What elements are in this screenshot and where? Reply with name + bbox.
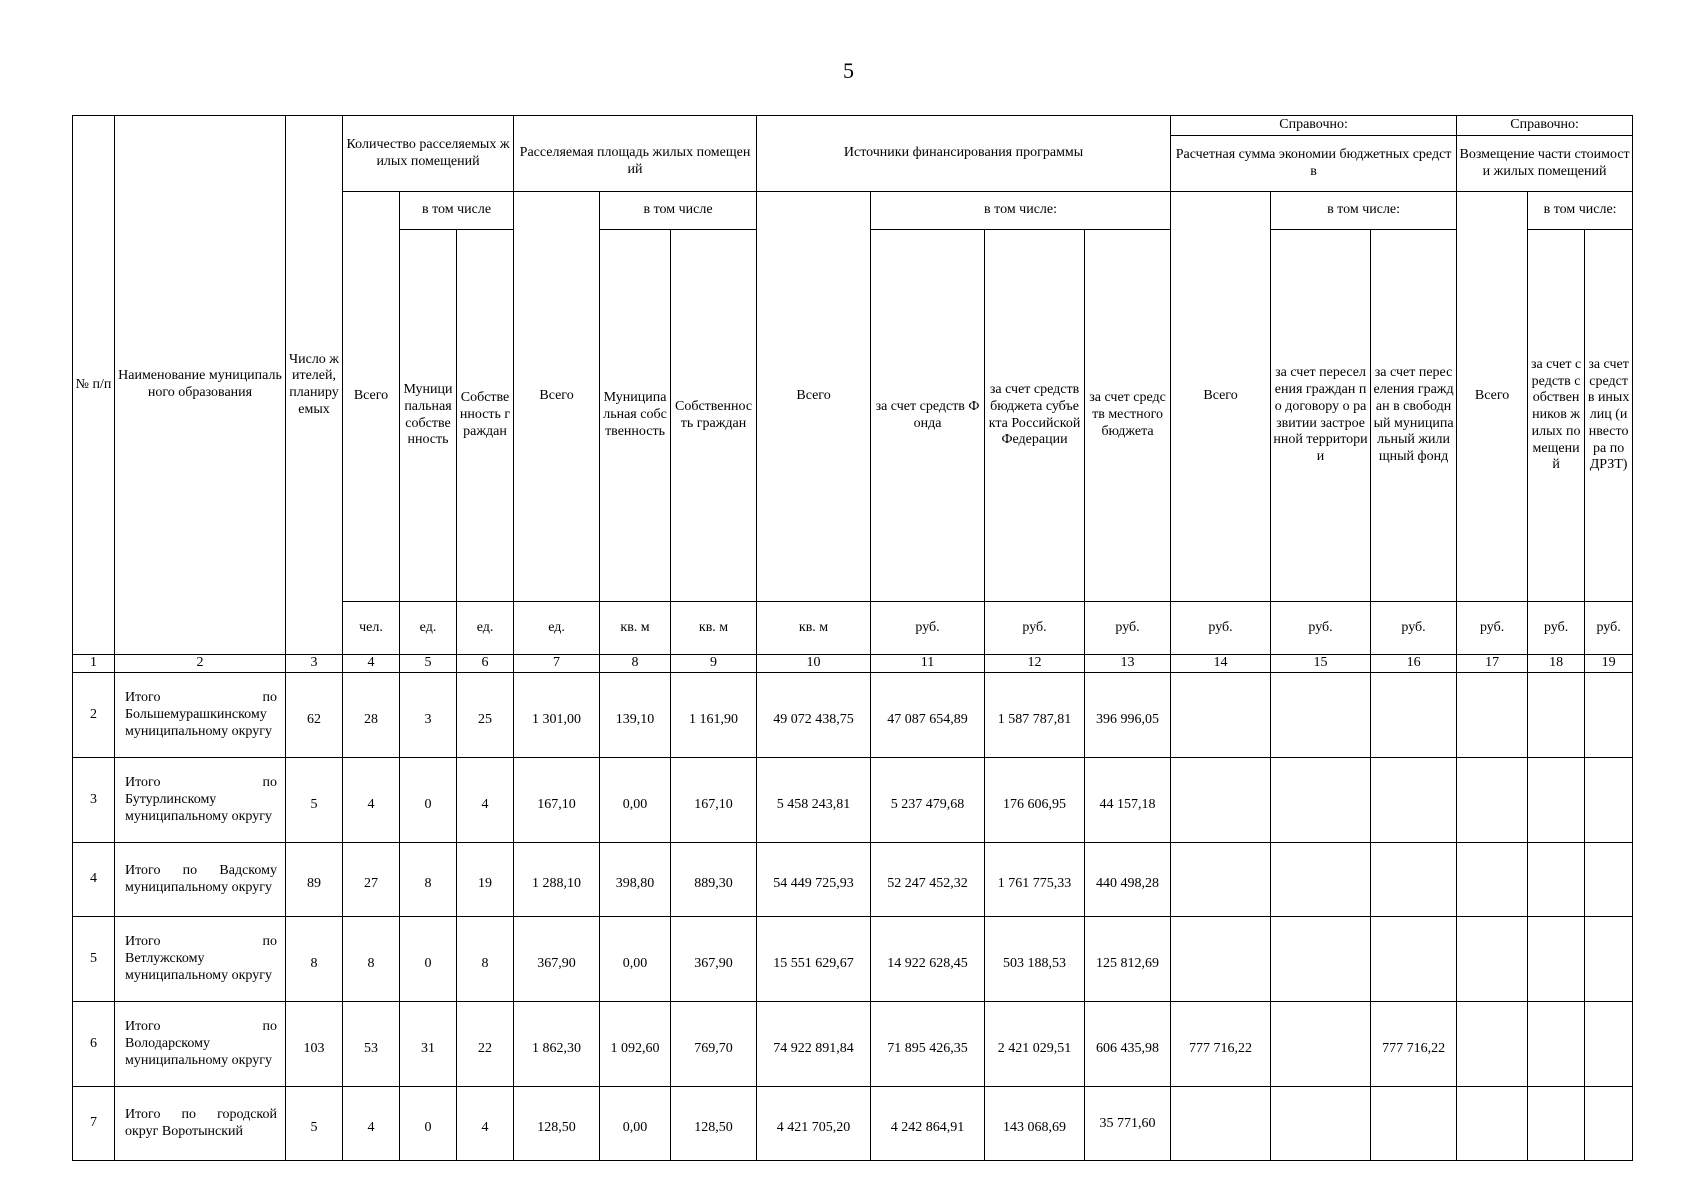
cell-comp-total xyxy=(1457,1002,1528,1087)
name-word: Итого xyxy=(125,689,161,705)
column-number-cell: 3 xyxy=(286,655,343,673)
cell-fin-subject: 503 188,53 xyxy=(985,917,1085,1002)
column-numbers-row xyxy=(73,655,1633,673)
cell-fin-local: 606 435,98 xyxy=(1085,1002,1171,1087)
unit-cell: руб. xyxy=(1171,602,1271,655)
cell-residents: 5 xyxy=(286,758,343,843)
municipality-name-line xyxy=(125,934,277,951)
cell-fin-total: 54 449 725,93 xyxy=(757,843,871,917)
unit-cell: руб. xyxy=(1371,602,1457,655)
cell-residents: 5 xyxy=(286,1087,343,1161)
cell-area-total: 1 301,00 xyxy=(514,673,600,758)
column-number-cell: 15 xyxy=(1271,655,1371,673)
cell-comp-owners xyxy=(1528,917,1585,1002)
header-area-group: Расселяемая площадь жилых помещений xyxy=(514,116,757,192)
cell-sav-total xyxy=(1171,917,1271,1002)
unit-cell: руб. xyxy=(1528,602,1585,655)
column-number-cell: 1 xyxy=(73,655,115,673)
header-sav-incl: в том числе: xyxy=(1271,192,1457,230)
column-number-cell: 18 xyxy=(1528,655,1585,673)
cell-sav-dev xyxy=(1271,758,1371,843)
cell-fin-subject: 2 421 029,51 xyxy=(985,1002,1085,1087)
cell-count-mun: 8 xyxy=(400,843,457,917)
cell-count-mun: 31 xyxy=(400,1002,457,1087)
cell-area-priv: 167,10 xyxy=(671,758,757,843)
municipality-name-line xyxy=(125,775,277,792)
cell-sav-dev xyxy=(1271,843,1371,917)
cell-fin-fund: 71 895 426,35 xyxy=(871,1002,985,1087)
header-count-incl: в том числе xyxy=(400,192,514,230)
cell-fin-fund: 14 922 628,45 xyxy=(871,917,985,1002)
cell-count-priv: 22 xyxy=(457,1002,514,1087)
cell-sav-free xyxy=(1371,1087,1457,1161)
header-sav-total: Всего xyxy=(1171,192,1271,602)
cell-fin-fund: 47 087 654,89 xyxy=(871,673,985,758)
cell-area-mun: 139,10 xyxy=(600,673,671,758)
cell-comp-investor xyxy=(1585,917,1633,1002)
unit-cell: руб. xyxy=(1271,602,1371,655)
cell-area-priv: 769,70 xyxy=(671,1002,757,1087)
cell-fin-fund: 4 242 864,91 xyxy=(871,1087,985,1161)
column-number-cell: 17 xyxy=(1457,655,1528,673)
column-number-cell: 8 xyxy=(600,655,671,673)
cell-residents: 103 xyxy=(286,1002,343,1087)
municipality-name xyxy=(115,1002,286,1087)
cell-comp-total xyxy=(1457,843,1528,917)
header-comp-owners: за счет средств собственников жилых помещений xyxy=(1528,230,1585,602)
cell-count-priv: 8 xyxy=(457,917,514,1002)
cell-count-priv: 19 xyxy=(457,843,514,917)
name-word: по xyxy=(262,689,277,705)
header-area-private: Собственность граждан xyxy=(671,230,757,602)
header-comp-investor: за счет средств иных лиц (инвестора по ДРЗТ) xyxy=(1585,230,1633,602)
unit-cell: руб. xyxy=(1585,602,1633,655)
municipality-name-line xyxy=(125,690,277,707)
resettlement-program-table xyxy=(72,115,1633,1161)
header-area-incl: в том числе xyxy=(600,192,757,230)
cell-fin-total: 5 458 243,81 xyxy=(757,758,871,843)
cell-sav-free xyxy=(1371,917,1457,1002)
cell-comp-investor xyxy=(1585,673,1633,758)
cell-sav-free: 777 716,22 xyxy=(1371,1002,1457,1087)
unit-cell: ед. xyxy=(400,602,457,655)
table-row xyxy=(73,758,1633,843)
cell-area-total: 167,10 xyxy=(514,758,600,843)
header-area-total: Всего xyxy=(514,192,600,602)
municipality-name xyxy=(115,673,286,758)
cell-comp-total xyxy=(1457,1087,1528,1161)
header-count-municipal: Муниципальная собственность xyxy=(400,230,457,602)
cell-comp-total xyxy=(1457,917,1528,1002)
cell-comp-investor xyxy=(1585,1087,1633,1161)
name-word: по xyxy=(262,774,277,790)
header-count-group: Количество расселяемых жилых помещений xyxy=(343,116,514,192)
header-ref-2: Справочно: xyxy=(1457,116,1633,136)
header-sav-development: за счет переселения граждан по договору о развитии застроенной территории xyxy=(1271,230,1371,602)
cell-count-mun: 3 xyxy=(400,673,457,758)
unit-cell: руб. xyxy=(1457,602,1528,655)
cell-fin-subject: 1 587 787,81 xyxy=(985,673,1085,758)
municipality-name-line: Ветлужскому муниципальному округу xyxy=(125,950,272,983)
column-number-cell: 11 xyxy=(871,655,985,673)
column-number-cell: 5 xyxy=(400,655,457,673)
unit-cell: руб. xyxy=(1085,602,1171,655)
cell-count-total: 53 xyxy=(343,1002,400,1087)
table-row xyxy=(73,917,1633,1002)
column-number-cell: 2 xyxy=(115,655,286,673)
cell-comp-investor xyxy=(1585,843,1633,917)
cell-area-priv: 1 161,90 xyxy=(671,673,757,758)
cell-area-priv: 367,90 xyxy=(671,917,757,1002)
municipality-name xyxy=(115,758,286,843)
cell-count-total: 4 xyxy=(343,758,400,843)
cell-area-mun: 1 092,60 xyxy=(600,1002,671,1087)
cell-comp-investor xyxy=(1585,758,1633,843)
header-num: № п/п xyxy=(73,116,115,655)
unit-cell: руб. xyxy=(985,602,1085,655)
cell-comp-owners xyxy=(1528,1087,1585,1161)
page-number: 5 xyxy=(843,58,854,83)
column-number-cell: 7 xyxy=(514,655,600,673)
cell-fin-fund: 52 247 452,32 xyxy=(871,843,985,917)
header-fin-fund: за счет средств Фонда xyxy=(871,230,985,602)
municipality-name-line: Володарскому муниципальному округу xyxy=(125,1035,272,1068)
cell-count-priv: 25 xyxy=(457,673,514,758)
unit-cell: руб. xyxy=(871,602,985,655)
cell-sav-total xyxy=(1171,758,1271,843)
cell-count-mun: 0 xyxy=(400,758,457,843)
cell-area-total: 1 288,10 xyxy=(514,843,600,917)
header-compensation-group: Возмещение части стоимости жилых помещений xyxy=(1457,136,1633,192)
cell-area-total: 1 862,30 xyxy=(514,1002,600,1087)
cell-comp-owners xyxy=(1528,843,1585,917)
column-number-cell: 10 xyxy=(757,655,871,673)
cell-area-priv: 889,30 xyxy=(671,843,757,917)
municipality-name-line: Большемурашкинскому муниципальному округу xyxy=(125,706,272,739)
unit-cell: кв. м xyxy=(671,602,757,655)
cell-fin-total: 49 072 438,75 xyxy=(757,673,871,758)
header-fin-subject: за счет средств бюджета субъекта Российской Федерации xyxy=(985,230,1085,602)
municipality-name xyxy=(115,1087,286,1161)
header-sav-free-fund: за счет переселения граждан в свободный муниципальный жилищный фонд xyxy=(1371,230,1457,602)
column-number-cell: 9 xyxy=(671,655,757,673)
cell-sav-total xyxy=(1171,673,1271,758)
cell-count-total: 8 xyxy=(343,917,400,1002)
name-word: по xyxy=(262,1018,277,1034)
cell-area-mun: 398,80 xyxy=(600,843,671,917)
row-number: 2 xyxy=(73,673,115,758)
cell-area-total: 128,50 xyxy=(514,1087,600,1161)
cell-fin-subject: 1 761 775,33 xyxy=(985,843,1085,917)
cell-fin-local: 44 157,18 xyxy=(1085,758,1171,843)
cell-count-priv: 4 xyxy=(457,758,514,843)
cell-sav-dev xyxy=(1271,1087,1371,1161)
cell-comp-owners xyxy=(1528,673,1585,758)
cell-comp-owners xyxy=(1528,1002,1585,1087)
cell-count-mun: 0 xyxy=(400,917,457,1002)
row-number: 6 xyxy=(73,1002,115,1087)
header-name: Наименование муниципального образования xyxy=(115,116,286,655)
cell-fin-subject: 176 606,95 xyxy=(985,758,1085,843)
header-comp-total: Всего xyxy=(1457,192,1528,602)
cell-sav-free xyxy=(1371,673,1457,758)
cell-sav-free xyxy=(1371,758,1457,843)
cell-count-mun: 0 xyxy=(400,1087,457,1161)
unit-cell: чел. xyxy=(343,602,400,655)
header-comp-incl: в том числе: xyxy=(1528,192,1633,230)
name-word: Итого xyxy=(125,774,161,790)
header-finance-group: Источники финансирования программы xyxy=(757,116,1171,192)
column-number-cell: 14 xyxy=(1171,655,1271,673)
row-number: 4 xyxy=(73,843,115,917)
cell-fin-fund: 5 237 479,68 xyxy=(871,758,985,843)
cell-area-mun: 0,00 xyxy=(600,1087,671,1161)
unit-cell: ед. xyxy=(514,602,600,655)
cell-count-total: 27 xyxy=(343,843,400,917)
municipality-name-line: Итого по городской округ Воротынский xyxy=(125,1106,277,1139)
row-number: 7 xyxy=(73,1087,115,1161)
header-ref-1: Справочно: xyxy=(1171,116,1457,136)
cell-sav-total xyxy=(1171,843,1271,917)
header-row-1 xyxy=(73,116,1633,136)
cell-fin-total: 15 551 629,67 xyxy=(757,917,871,1002)
name-word: Итого xyxy=(125,1018,161,1034)
column-number-cell: 12 xyxy=(985,655,1085,673)
cell-count-total: 4 xyxy=(343,1087,400,1161)
cell-sav-dev xyxy=(1271,1002,1371,1087)
name-word: Итого xyxy=(125,933,161,949)
municipality-name-line: Итого по Вадскому муниципальному округу xyxy=(125,862,277,895)
cell-sav-total xyxy=(1171,1087,1271,1161)
name-word: по xyxy=(262,933,277,949)
row-number: 3 xyxy=(73,758,115,843)
table-row xyxy=(73,1002,1633,1087)
cell-sav-dev xyxy=(1271,917,1371,1002)
municipality-name-line xyxy=(125,1019,277,1036)
cell-fin-subject: 143 068,69 xyxy=(985,1087,1085,1161)
column-number-cell: 6 xyxy=(457,655,514,673)
cell-fin-local: 35 771,60 xyxy=(1085,1087,1171,1161)
header-area-municipal: Муниципальная собственность xyxy=(600,230,671,602)
header-fin-total: Всего xyxy=(757,192,871,602)
unit-cell: кв. м xyxy=(600,602,671,655)
header-savings-group: Расчетная сумма экономии бюджетных средств xyxy=(1171,136,1457,192)
cell-comp-total xyxy=(1457,673,1528,758)
cell-sav-total: 777 716,22 xyxy=(1171,1002,1271,1087)
column-number-cell: 19 xyxy=(1585,655,1633,673)
cell-residents: 89 xyxy=(286,843,343,917)
municipality-name xyxy=(115,843,286,917)
column-number-cell: 16 xyxy=(1371,655,1457,673)
header-fin-local: за счет средств местного бюджета xyxy=(1085,230,1171,602)
table-row xyxy=(73,843,1633,917)
table-body xyxy=(73,673,1633,1161)
cell-count-priv: 4 xyxy=(457,1087,514,1161)
cell-fin-local: 125 812,69 xyxy=(1085,917,1171,1002)
cell-sav-dev xyxy=(1271,673,1371,758)
header-residents: Число жителей, планируемых xyxy=(286,116,343,655)
municipality-name xyxy=(115,917,286,1002)
table-row xyxy=(73,673,1633,758)
cell-fin-total: 4 421 705,20 xyxy=(757,1087,871,1161)
cell-area-total: 367,90 xyxy=(514,917,600,1002)
municipality-name-line: Бутурлинскому муниципальному округу xyxy=(125,791,272,824)
cell-residents: 62 xyxy=(286,673,343,758)
cell-comp-owners xyxy=(1528,758,1585,843)
cell-sav-free xyxy=(1371,843,1457,917)
header-count-total: Всего xyxy=(343,192,400,602)
column-number-cell: 13 xyxy=(1085,655,1171,673)
cell-fin-local: 396 996,05 xyxy=(1085,673,1171,758)
table-row xyxy=(73,1087,1633,1161)
cell-residents: 8 xyxy=(286,917,343,1002)
cell-comp-total xyxy=(1457,758,1528,843)
cell-fin-local: 440 498,28 xyxy=(1085,843,1171,917)
column-number-cell: 4 xyxy=(343,655,400,673)
cell-fin-total: 74 922 891,84 xyxy=(757,1002,871,1087)
cell-area-priv: 128,50 xyxy=(671,1087,757,1161)
cell-count-total: 28 xyxy=(343,673,400,758)
cell-area-mun: 0,00 xyxy=(600,758,671,843)
cell-comp-investor xyxy=(1585,1002,1633,1087)
header-count-private: Собственность граждан xyxy=(457,230,514,602)
unit-cell: ед. xyxy=(457,602,514,655)
header-fin-incl: в том числе: xyxy=(871,192,1171,230)
cell-area-mun: 0,00 xyxy=(600,917,671,1002)
unit-cell: кв. м xyxy=(757,602,871,655)
row-number: 5 xyxy=(73,917,115,1002)
